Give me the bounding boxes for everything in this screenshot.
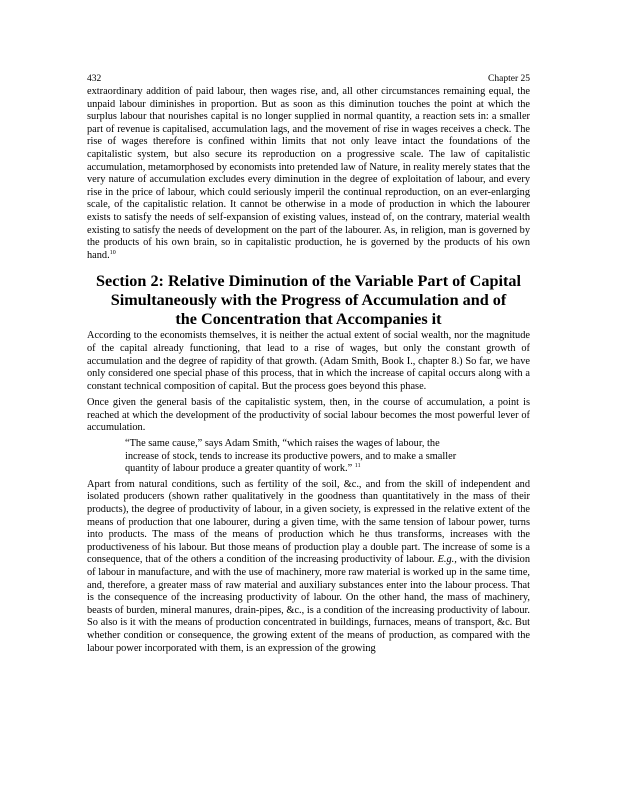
chapter-label: Chapter 25 [488, 74, 530, 84]
quote-line-3 [125, 463, 495, 476]
paragraph-intro-text: extraordinary addition of paid labour, then wages rise, and, all other circumstances remaining equal, the unpaid labour diminishes in proportion. But as soon as this diminution touches the point at which the surplus labour that nourishes capital is no longer supplied in normal quantity, a reaction sets in: a smaller part of revenue is capitalised, accumulation lags, and the movement of rise in wages receives a check. The rise of wages therefore is confined within limits that not only leave intact the foundations of the capitalistic system, but also secure its reproduction on a progressive scale. The law of capitalistic accumulation, metamorphosed by economists into pretended law of Nature, in reality merely states that the very nature of accumulation excludes every diminution in the degree of exploitation of labour, and every rise in the price of labour, which could seriously imperil the continual reproduction, on an ever-enlarging scale, of the capitalistic relation. It cannot be otherwise in a mode of production in which the labourer exists to satisfy the needs of self-expansion of existing values, instead of, on the contrary, material wealth existing to satisfy the needs of development on the part of the labourer. As, in religion, man is governed by the products of his own brain, so in capitalistic production, he is governed by the products of his own hand. [87, 86, 530, 261]
paragraph-natural-conditions-part1: Apart from natural conditions, such as fertility of the soil, &c., and from the skill of independent and isolated producers (shown rather qualitatively in the goodness than quantitatively in the mass of their products), the degree of productivity of labour, in a given society, is expressed in the relative extent of the means of production that one labourer, during a given time, with the same tension of labour power, turns into products. The mass of the means of production which he thus transforms, increases with the productiveness of his labour. But those means of production play a double part. The increase of some is a consequence, that of the others a condition of the increasing productivity of labour. [87, 478, 530, 566]
block-quote [125, 438, 495, 476]
page-header [87, 74, 530, 85]
footnote-ref-10[interactable]: 10 [109, 249, 116, 256]
page-number: 432 [87, 74, 102, 84]
section-heading-line-2: Simultaneously with the Progress of Accumulation and of [110, 291, 507, 310]
document-page [87, 74, 530, 655]
paragraph-natural-conditions-part2: with the division of labour in manufacture, and with the use of machinery, more raw material is worked up in the same time, and, therefore, a greater mass of raw material and auxiliary substances enter into the labour process. That is the consequence of the increasing productivity of labour. On the other hand, the mass of machinery, beasts of burden, mineral manures, drain-pipes, &c., is a condition of the increasing productivity of labour. So also is it with the means of production concentrated in buildings, furnaces, means of transport, &c. But whether condition or consequence, the growing extent of the means of production, as compared with the labour power incorporated with them, is an expression of the growing [87, 554, 530, 654]
quote-line-2: increase of stock, tends to increase its productive powers, and to make a smaller [125, 450, 457, 462]
footnote-ref-11[interactable]: 11 [354, 463, 361, 470]
section-heading [83, 272, 534, 329]
italic-eg: E.g., [437, 554, 457, 566]
paragraph-intro [87, 86, 530, 262]
paragraph-natural-conditions [87, 479, 530, 655]
paragraph-general-basis: Once given the general basis of the capitalistic system, then, in the course of accumulation, a point is reached at which the development of the productivity of social labour becomes the most powerful lever of accumulation. [87, 397, 530, 434]
section-heading-line-1: Section 2: Relative Diminution of the Variable Part of Capital [96, 272, 521, 291]
paragraph-economists: According to the economists themselves, it is neither the actual extent of social wealth, nor the magnitude of the capital already functioning, that lead to a rise of wages, but only the constant growth of accumulation and the degree of rapidity of that growth. (Adam Smith, Book I., chapter 8.) So far, we have only considered one special phase of this process, that in which the increase of capital occurs along with a constant technical composition of capital. But the process goes beyond this phase. [87, 330, 530, 392]
quote-line-1: “The same cause,” says Adam Smith, “which raises the wages of labour, the [125, 438, 440, 450]
quote-line-3-text: quantity of labour produce a greater quantity of work.” [125, 463, 353, 475]
section-heading-line-3: the Concentration that Accompanies it [175, 310, 442, 329]
